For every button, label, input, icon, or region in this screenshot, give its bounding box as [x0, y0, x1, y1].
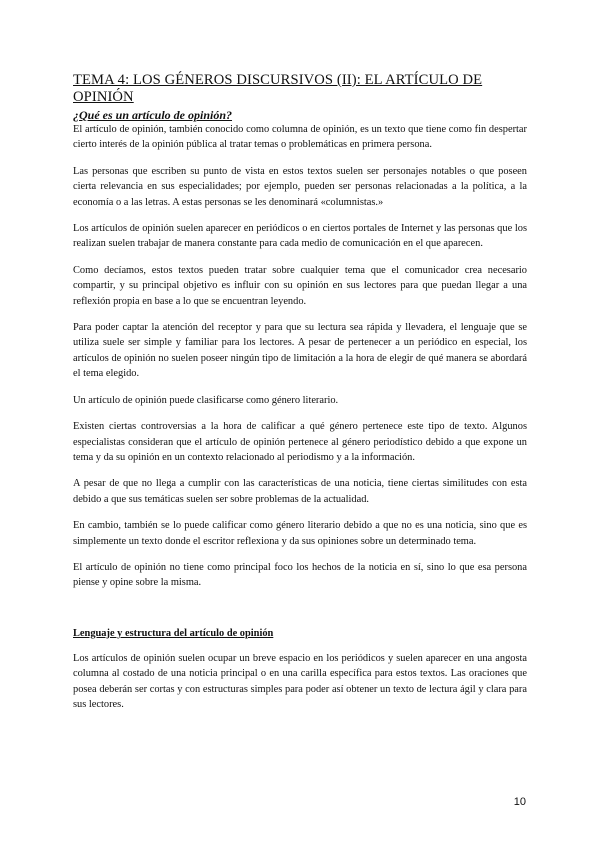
document-page [73, 72, 527, 723]
paragraph-9: En cambio, también se lo puede calificar como género literario debido a que no es una noticia, sino que es simplemente un texto donde el escritor reflexiona y da sus opiniones sobre un determinado tema. [73, 520, 527, 547]
section-heading: Lenguaje y estructura del artículo de opinión [73, 627, 274, 639]
paragraph-6: Un artículo de opinión puede clasificarse como género literario. [73, 394, 339, 406]
paragraph-10: El artículo de opinión no tiene como principal foco los hechos de la noticia en sí, sino lo que esa persona piense y opine sobre la misma. [73, 561, 527, 589]
page-number: 10 [513, 796, 526, 808]
paragraph-4: Como decíamos, estos textos pueden tratar sobre cualquier tema que el comunicador crea necesario compartir, y su principal objetivo es influir con su opinión en sus lectores para que puedan llegar a una reflexión propia en base a lo que se encuentran leyendo. [73, 264, 527, 307]
page-title: TEMA 4: LOS GÉNEROS DISCURSIVOS (II): EL ARTÍCULO DE OPINIÓN [73, 72, 483, 105]
section-subtitle: ¿Qué es un artículo de opinión? [73, 108, 233, 122]
paragraph-8: A pesar de que no llega a cumplir con las características de una noticia, tiene ciertas similitudes con esta debido a que sus temáticas suelen ser sobre problemas de la actualidad. [73, 478, 527, 505]
paragraph-5: Para poder captar la atención del receptor y para que su lectura sea rápida y llevadera, el lenguaje que se utiliza suele ser simple y familiar para los lectores. A pesar de pertenecer a un periódico en especial, los artículos de opinión no suelen poseer ningún tipo de limitación a la hora de elegir de qué manera se abordará el tema elegido. [73, 322, 527, 380]
section-paragraph: Los artículos de opinión suelen ocupar un breve espacio en los periódicos y suelen aparecer en una angosta columna al costado de una noticia principal o en una carilla específica para estos textos. Las oraciones que posea deberán ser cortas y con estructuras simples para poder así obtener un texto de lectura ágil y clara para sus lectores. [73, 652, 527, 710]
paragraph-7: Existen ciertas controversias a la hora de calificar a qué género pertenece este tipo de texto. Algunos especialistas consideran que el artículo de opinión pertenece al género periodístico debido a que expone un tema y da su opinión en un contexto relacionado al periodismo y a la información. [73, 421, 527, 463]
paragraph-1: El artículo de opinión, también conocido como columna de opinión, es un texto que tiene como fin despertar cierto interés de la opinión pública al tratar temas o problemáticas en primera persona. [73, 124, 527, 151]
paragraph-2: Las personas que escriben su punto de vista en estos textos suelen ser personajes notables o que poseen cierta relevancia en sus especialidades; por ejemplo, pueden ser personas relacionadas a la política, a la economía o a las letras. A estas personas se les denominará «columnistas.» [73, 165, 527, 208]
paragraph-3: Los artículos de opinión suelen aparecer en periódicos o en ciertos portales de Internet y las personas que los realizan suelen trabajar de manera constante para cada medio de comunicación en el que aparecen. [73, 223, 527, 250]
